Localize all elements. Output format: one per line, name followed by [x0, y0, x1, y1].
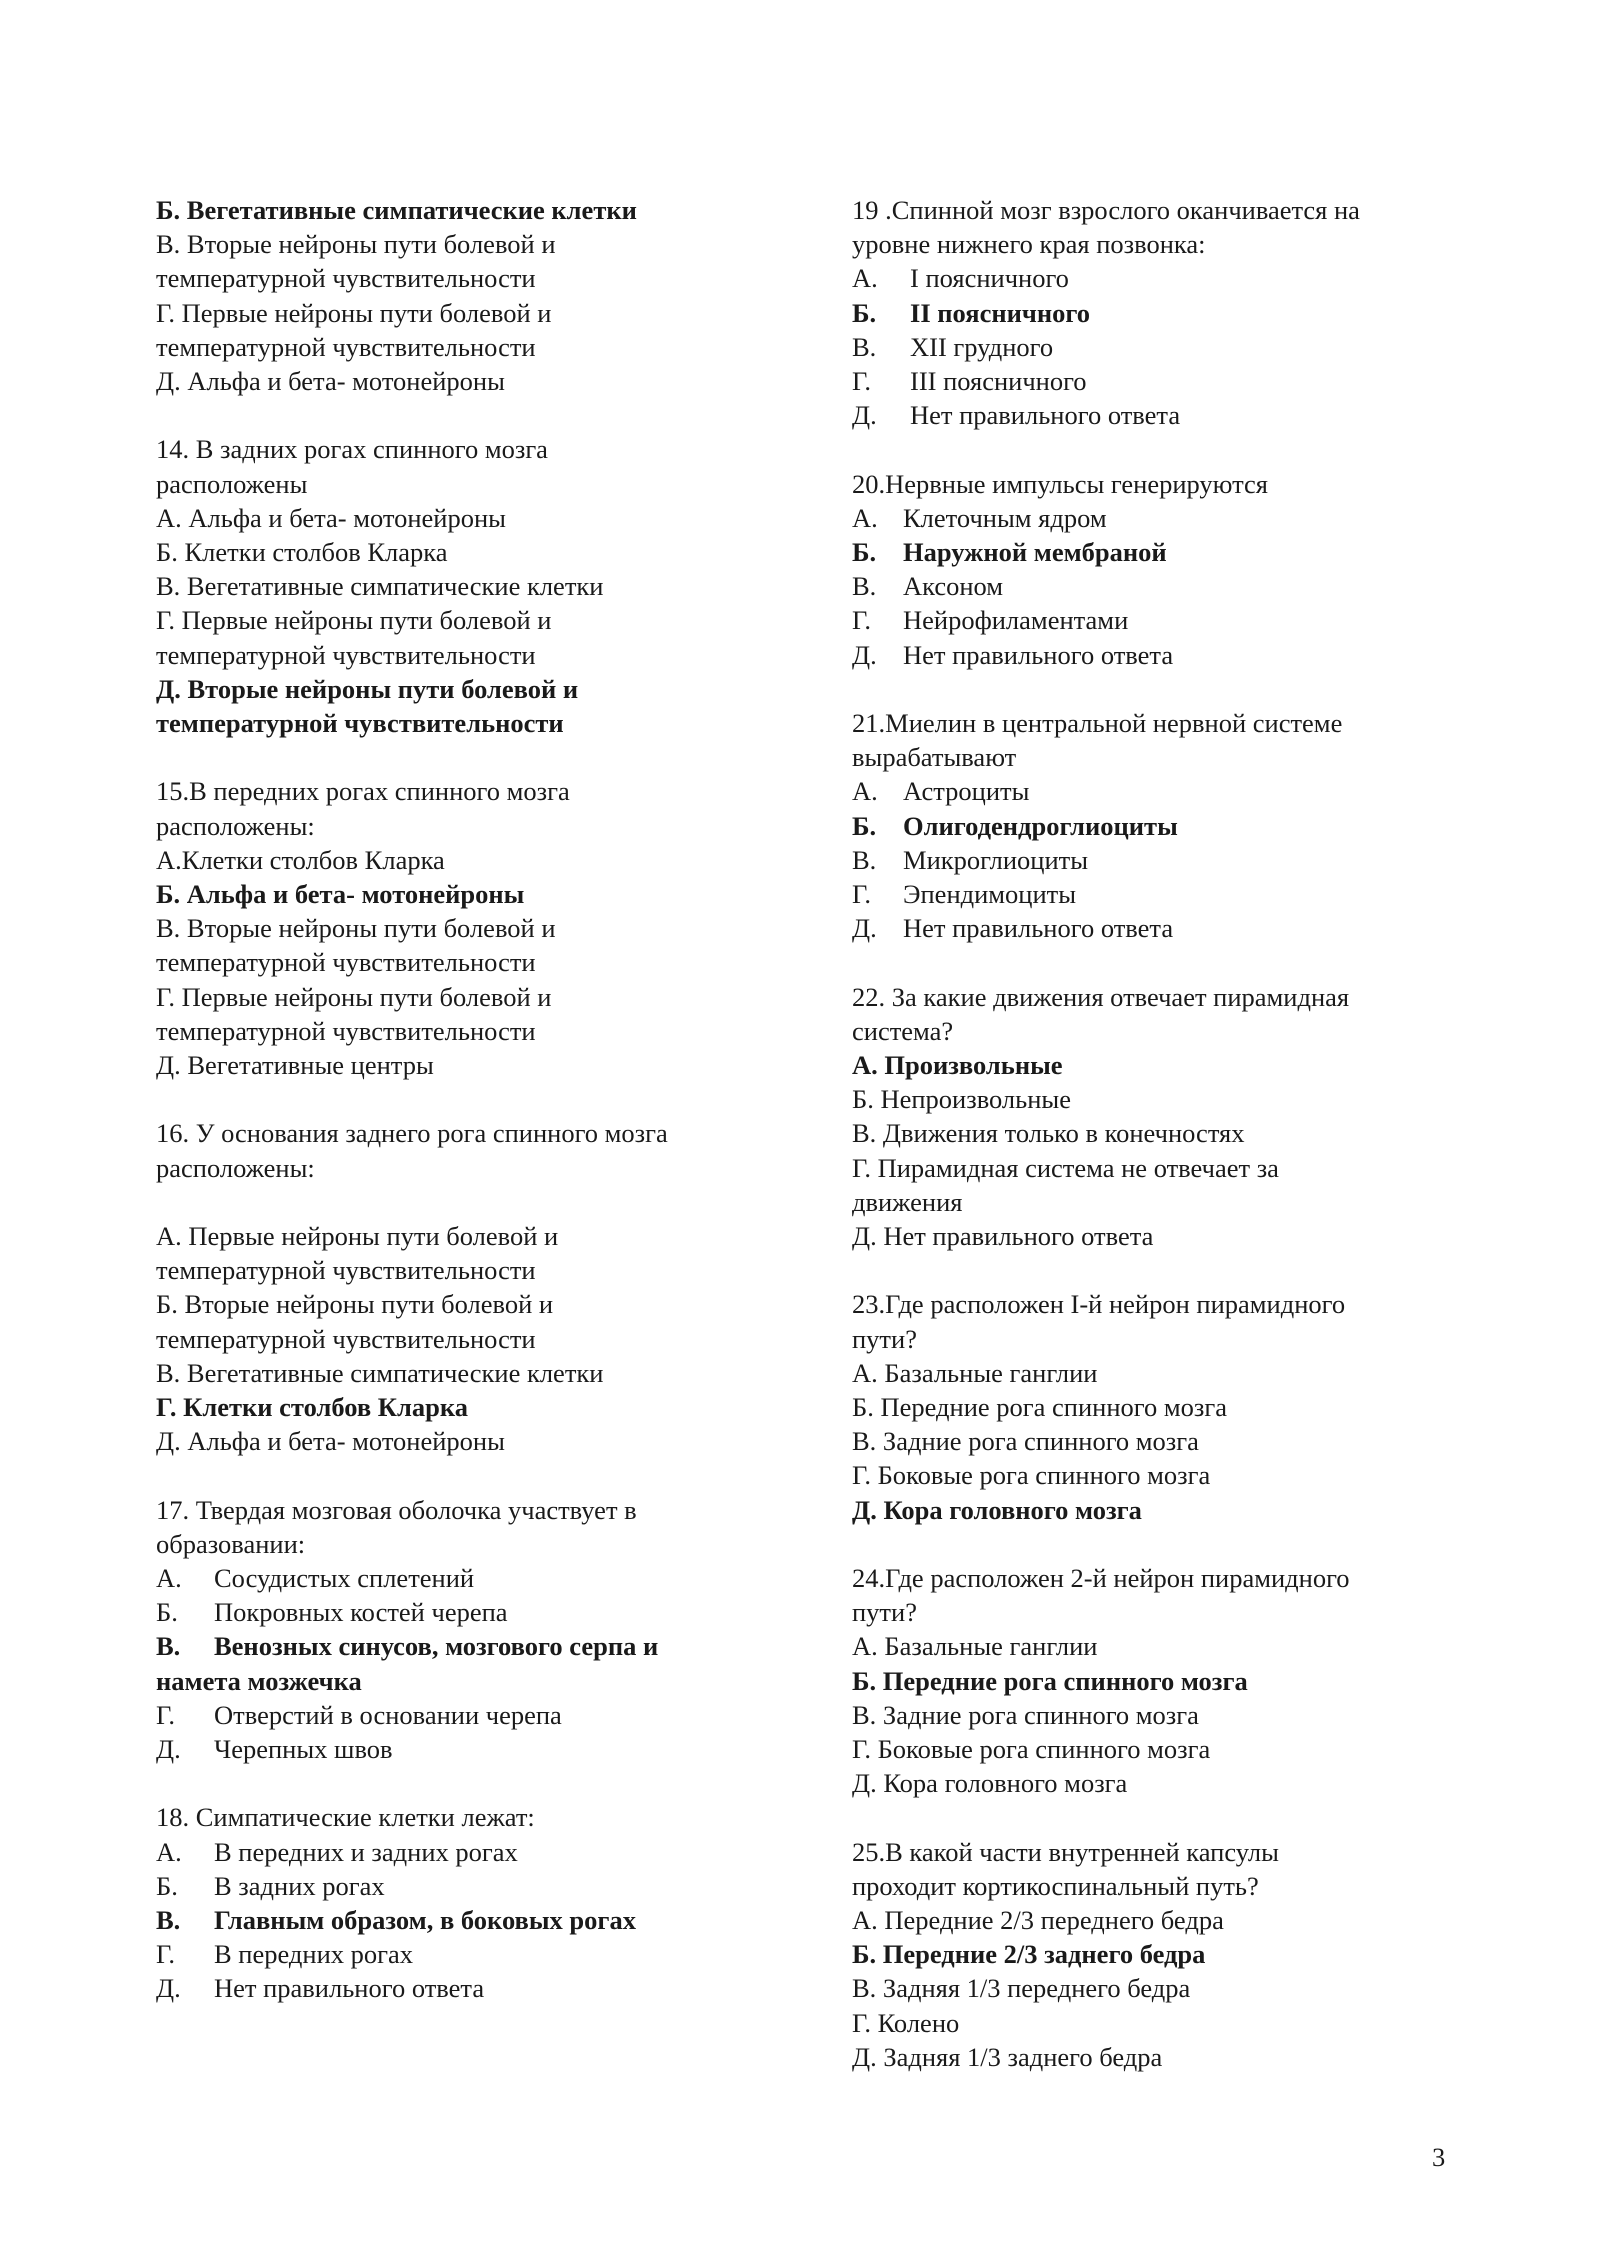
option-label: В. [852, 844, 877, 875]
option-text: Отверстий в основании черепа [214, 1699, 562, 1730]
option-label: Б. [852, 297, 877, 328]
option-label: А. [852, 502, 878, 533]
answer-line: температурной чувствительности [156, 947, 536, 978]
answer-line: проходит кортикоспинальный путь? [852, 1870, 1259, 1901]
answer-option [156, 1937, 796, 1971]
question-text-line: Б. Вегетативные симпатические клетки [156, 195, 637, 225]
answer-option [852, 638, 1472, 672]
answer-option [156, 1835, 796, 1869]
option-text: Нет правильного ответа [903, 639, 1174, 670]
question-text-line: 15.В передних рогах спинного мозга [156, 776, 570, 807]
answer-option [156, 1698, 796, 1732]
answer-line: температурной чувствительности [156, 639, 536, 670]
option-label: А. [852, 776, 878, 807]
answer-line: В. Задняя 1/3 переднего бедра [852, 1973, 1191, 2004]
answer-line: расположены: [156, 1152, 315, 1183]
option-text: I поясничного [910, 263, 1069, 294]
option-text: Венозных синусов, мозгового серпа и [214, 1631, 659, 1662]
answer-line: температурной чувствительности [156, 263, 536, 294]
answer-option [156, 1629, 796, 1663]
right-column [852, 193, 1472, 2108]
answer-line: температурной чувствительности [156, 1255, 536, 1286]
answer-line: пути? [852, 1323, 917, 1354]
question-text-line: 25.В какой части внутренней капсулы [852, 1836, 1279, 1867]
option-label: Г. [852, 605, 871, 636]
question-23 [852, 1287, 1472, 1526]
question-text-line: 16. У основания заднего рога спинного мозга [156, 1118, 668, 1149]
question-20 [852, 467, 1472, 672]
answer-line: А. Базальные ганглии [852, 1357, 1098, 1388]
answer-option [852, 911, 1472, 945]
answer-line: Б. Альфа и бета- мотонейроны [156, 879, 525, 910]
option-label: Г. [156, 1939, 175, 1970]
answer-line: А. Альфа и бета- мотонейроны [156, 502, 506, 533]
option-text: Астроциты [903, 776, 1030, 807]
answer-line: Б. Передние рога спинного мозга [852, 1392, 1227, 1423]
option-text: Черепных швов [214, 1734, 393, 1765]
option-text: В передних и задних рогах [214, 1836, 518, 1867]
answer-line: температурной чувствительности [156, 1323, 536, 1354]
option-label: Д. [156, 1973, 181, 2004]
answer-line: А. Базальные ганглии [852, 1631, 1098, 1662]
option-label: В. [156, 1905, 181, 1936]
question-13-tail [156, 193, 796, 398]
question-22 [852, 980, 1472, 1254]
question-text-line: 24.Где расположен 2-й нейрон пирамидного [852, 1563, 1350, 1594]
option-label: А. [156, 1836, 182, 1867]
question-text-line: 14. В задних рогах спинного мозга [156, 434, 548, 465]
answer-line: Д. Альфа и бета- мотонейроны [156, 366, 505, 397]
option-label: Г. [852, 879, 871, 910]
option-text: II поясничного [910, 297, 1090, 328]
answer-option-continuation: намета мозжечка [156, 1665, 362, 1696]
answer-line: Д. Альфа и бета- мотонейроны [156, 1426, 505, 1457]
answer-line: А.Клетки столбов Кларка [156, 844, 445, 875]
option-label: Б. [156, 1597, 178, 1628]
option-label: Д. [852, 913, 877, 944]
answer-line: пути? [852, 1597, 917, 1628]
answer-option [156, 1595, 796, 1629]
answer-line: Д. Кора головного мозга [852, 1494, 1142, 1525]
question-19 [852, 193, 1472, 432]
answer-line: А. Первые нейроны пути болевой и [156, 1221, 559, 1252]
answer-line: Д. Кора головного мозга [852, 1768, 1128, 1799]
option-label: Д. [852, 639, 877, 670]
option-text: Микроглиоциты [903, 844, 1089, 875]
answer-option [852, 398, 1472, 432]
option-label: Б. [156, 1870, 178, 1901]
answer-option [852, 774, 1472, 808]
option-text: Покровных костей черепа [214, 1597, 508, 1628]
option-text: Олигодендроглиоциты [903, 810, 1178, 841]
question-text-line: 20.Нервные импульсы генерируются [852, 468, 1268, 499]
option-label: В. [852, 331, 877, 362]
answer-line: Д. Вегетативные центры [156, 1050, 434, 1081]
question-16 [156, 1116, 796, 1458]
option-text: Нет правильного ответа [910, 400, 1181, 431]
option-label: В. [852, 571, 877, 602]
answer-option [852, 364, 1472, 398]
answer-line: температурной чувствительности [156, 331, 536, 362]
question-25 [852, 1835, 1472, 2074]
answer-line: В. Вторые нейроны пути болевой и [156, 229, 556, 260]
question-14 [156, 432, 796, 740]
answer-line: Г. Первые нейроны пути болевой и [156, 605, 552, 636]
question-17 [156, 1493, 796, 1767]
option-text: Нейрофиламентами [903, 605, 1129, 636]
answer-line: В. Вторые нейроны пути болевой и [156, 913, 556, 944]
answer-option [852, 809, 1472, 843]
answer-line: температурной чувствительности [156, 1015, 536, 1046]
question-15 [156, 774, 796, 1082]
option-text: XII грудного [910, 331, 1054, 362]
answer-line: Д. Вторые нейроны пути болевой и [156, 673, 579, 704]
answer-option [852, 330, 1472, 364]
answer-option [156, 1561, 796, 1595]
answer-option [852, 877, 1472, 911]
question-text-line: образовании: [156, 1528, 306, 1559]
answer-option [852, 535, 1472, 569]
answer-line: Д. Задняя 1/3 заднего бедра [852, 2041, 1163, 2072]
option-text: В передних рогах [214, 1939, 414, 1970]
answer-option [156, 1732, 796, 1766]
answer-line: расположены: [156, 810, 315, 841]
question-24 [852, 1561, 1472, 1800]
option-label: В. [156, 1631, 181, 1662]
option-text: Эпендимоциты [903, 879, 1077, 910]
question-18 [156, 1800, 796, 2005]
answer-line: В. Задние рога спинного мозга [852, 1426, 1199, 1457]
question-text-line: 17. Твердая мозговая оболочка участвует в [156, 1494, 637, 1525]
option-text: Нет правильного ответа [214, 1973, 485, 2004]
answer-line: система? [852, 1015, 954, 1046]
option-text: Сосудистых сплетений [214, 1563, 475, 1594]
option-label: А. [156, 1563, 182, 1594]
answer-option [852, 569, 1472, 603]
answer-option [852, 296, 1472, 330]
answer-line: Г. Первые нейроны пути болевой и [156, 981, 552, 1012]
answer-line: В. Движения только в конечностях [852, 1118, 1245, 1149]
answer-line: Г. Колено [852, 2007, 960, 2038]
option-label: Б. [852, 537, 877, 568]
answer-line: температурной чувствительности [156, 708, 564, 739]
option-text: Главным образом, в боковых рогах [214, 1905, 636, 1936]
option-label: Г. [156, 1699, 175, 1730]
option-label: Б. [852, 810, 877, 841]
answer-option [156, 1869, 796, 1903]
answer-line: Г. Боковые рога спинного мозга [852, 1734, 1211, 1765]
question-text-line: 18. Симпатические клетки лежат: [156, 1802, 535, 1833]
answer-line: А. Передние 2/3 переднего бедра [852, 1905, 1224, 1936]
option-label: Г. [852, 366, 871, 397]
answer-line: Б. Вторые нейроны пути болевой и [156, 1289, 554, 1320]
answer-line: В. Вегетативные симпатические клетки [156, 571, 604, 602]
option-text: Клеточным ядром [903, 502, 1107, 533]
answer-line: В. Вегетативные симпатические клетки [156, 1357, 604, 1388]
option-text: III поясничного [910, 366, 1087, 397]
answer-line: Г. Боковые рога спинного мозга [852, 1460, 1211, 1491]
answer-line: Б. Непроизвольные [852, 1084, 1071, 1115]
question-text-line: 19 .Спинной мозг взрослого оканчивается на [852, 195, 1360, 225]
option-label: А. [852, 263, 878, 294]
answer-line: Б. Клетки столбов Кларка [156, 537, 448, 568]
question-text-line: вырабатывают [852, 742, 1017, 773]
answer-line: Д. Нет правильного ответа [852, 1221, 1154, 1252]
question-text-line: 21.Миелин в центральной нервной системе [852, 708, 1343, 739]
answer-line: А. Произвольные [852, 1050, 1063, 1081]
answer-option [852, 261, 1472, 295]
answer-line: Б. Передние рога спинного мозга [852, 1665, 1248, 1696]
answer-line: Г. Первые нейроны пути болевой и [156, 297, 552, 328]
page-number: 3 [1432, 2142, 1446, 2172]
answer-option [852, 843, 1472, 877]
option-text: В задних рогах [214, 1870, 385, 1901]
option-label: Д. [156, 1734, 181, 1765]
answer-line: В. Задние рога спинного мозга [852, 1699, 1199, 1730]
answer-option [156, 1903, 796, 1937]
answer-line: Б. Передние 2/3 заднего бедра [852, 1939, 1206, 1970]
left-column [156, 193, 796, 2040]
question-text-line: уровне нижнего края позвонка: [852, 229, 1206, 260]
answer-line: Г. Пирамидная система не отвечает за [852, 1152, 1279, 1183]
option-text: Нет правильного ответа [903, 913, 1174, 944]
answer-line: Г. Клетки столбов Кларка [156, 1392, 468, 1423]
question-text-line: 22. За какие движения отвечает пирамидная [852, 981, 1350, 1012]
answer-line [156, 1185, 796, 1219]
answer-option [852, 603, 1472, 637]
question-text-line: 23.Где расположен I-й нейрон пирамидного [852, 1289, 1346, 1320]
option-label: Д. [852, 400, 877, 431]
question-21 [852, 706, 1472, 945]
answer-option [156, 1971, 796, 2005]
answer-line: расположены [156, 468, 308, 499]
option-text: Наружной мембраной [903, 537, 1167, 568]
answer-option [852, 501, 1472, 535]
option-text: Аксоном [903, 571, 1004, 602]
answer-line: движения [852, 1186, 963, 1217]
